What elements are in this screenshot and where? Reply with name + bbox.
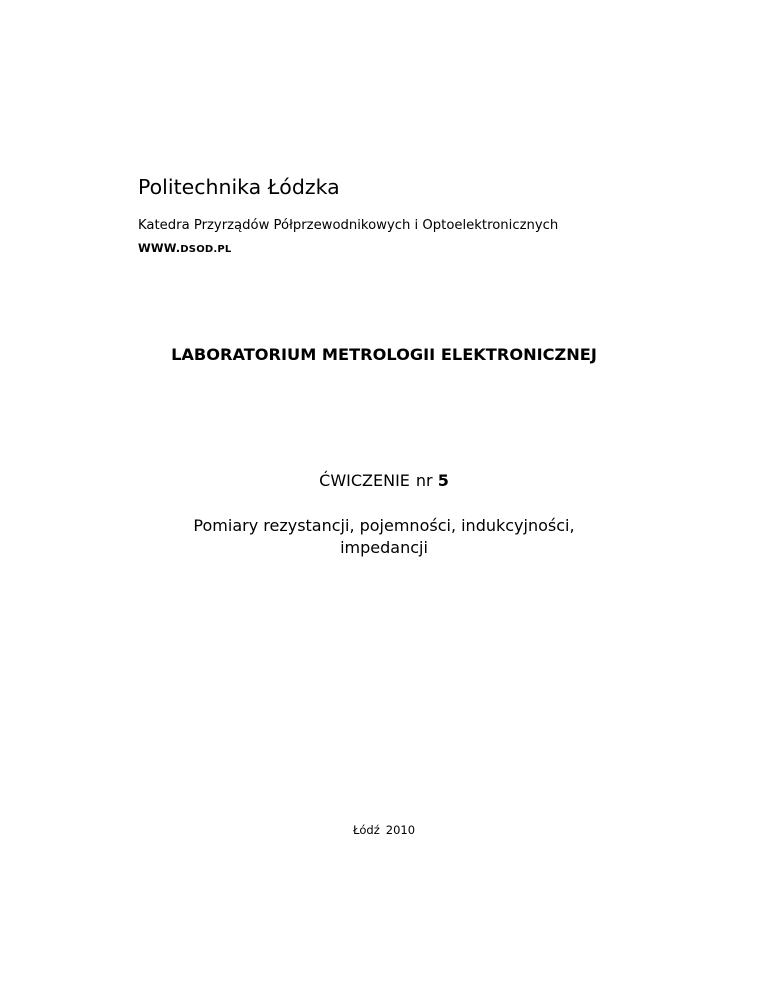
exercise-label: ĆWICZENIE [319, 471, 410, 490]
exercise-nr-label: nr [415, 471, 433, 490]
website-address [138, 241, 232, 257]
website-domain: DSOD.PL [180, 244, 232, 255]
place-and-date [0, 822, 768, 838]
website-prefix: WWW. [138, 241, 181, 255]
footer-year: 2010 [385, 823, 416, 837]
institution-name: Politechnika Łódzka [138, 175, 340, 199]
footer-city: Łódź [352, 823, 380, 837]
exercise-number: 5 [437, 471, 449, 490]
topic-line-2: impedancji [340, 538, 428, 557]
lab-title: LABORATORIUM METROLOGII ELEKTRONICZNEJ [171, 345, 597, 364]
exercise-heading [0, 470, 768, 492]
exercise-topic [0, 515, 768, 559]
topic-line-1: Pomiary rezystancji, pojemności, indukcyjności, [193, 516, 575, 535]
department-name: Katedra Przyrządów Półprzewodnikowych i Optoelektronicznych [138, 218, 559, 233]
